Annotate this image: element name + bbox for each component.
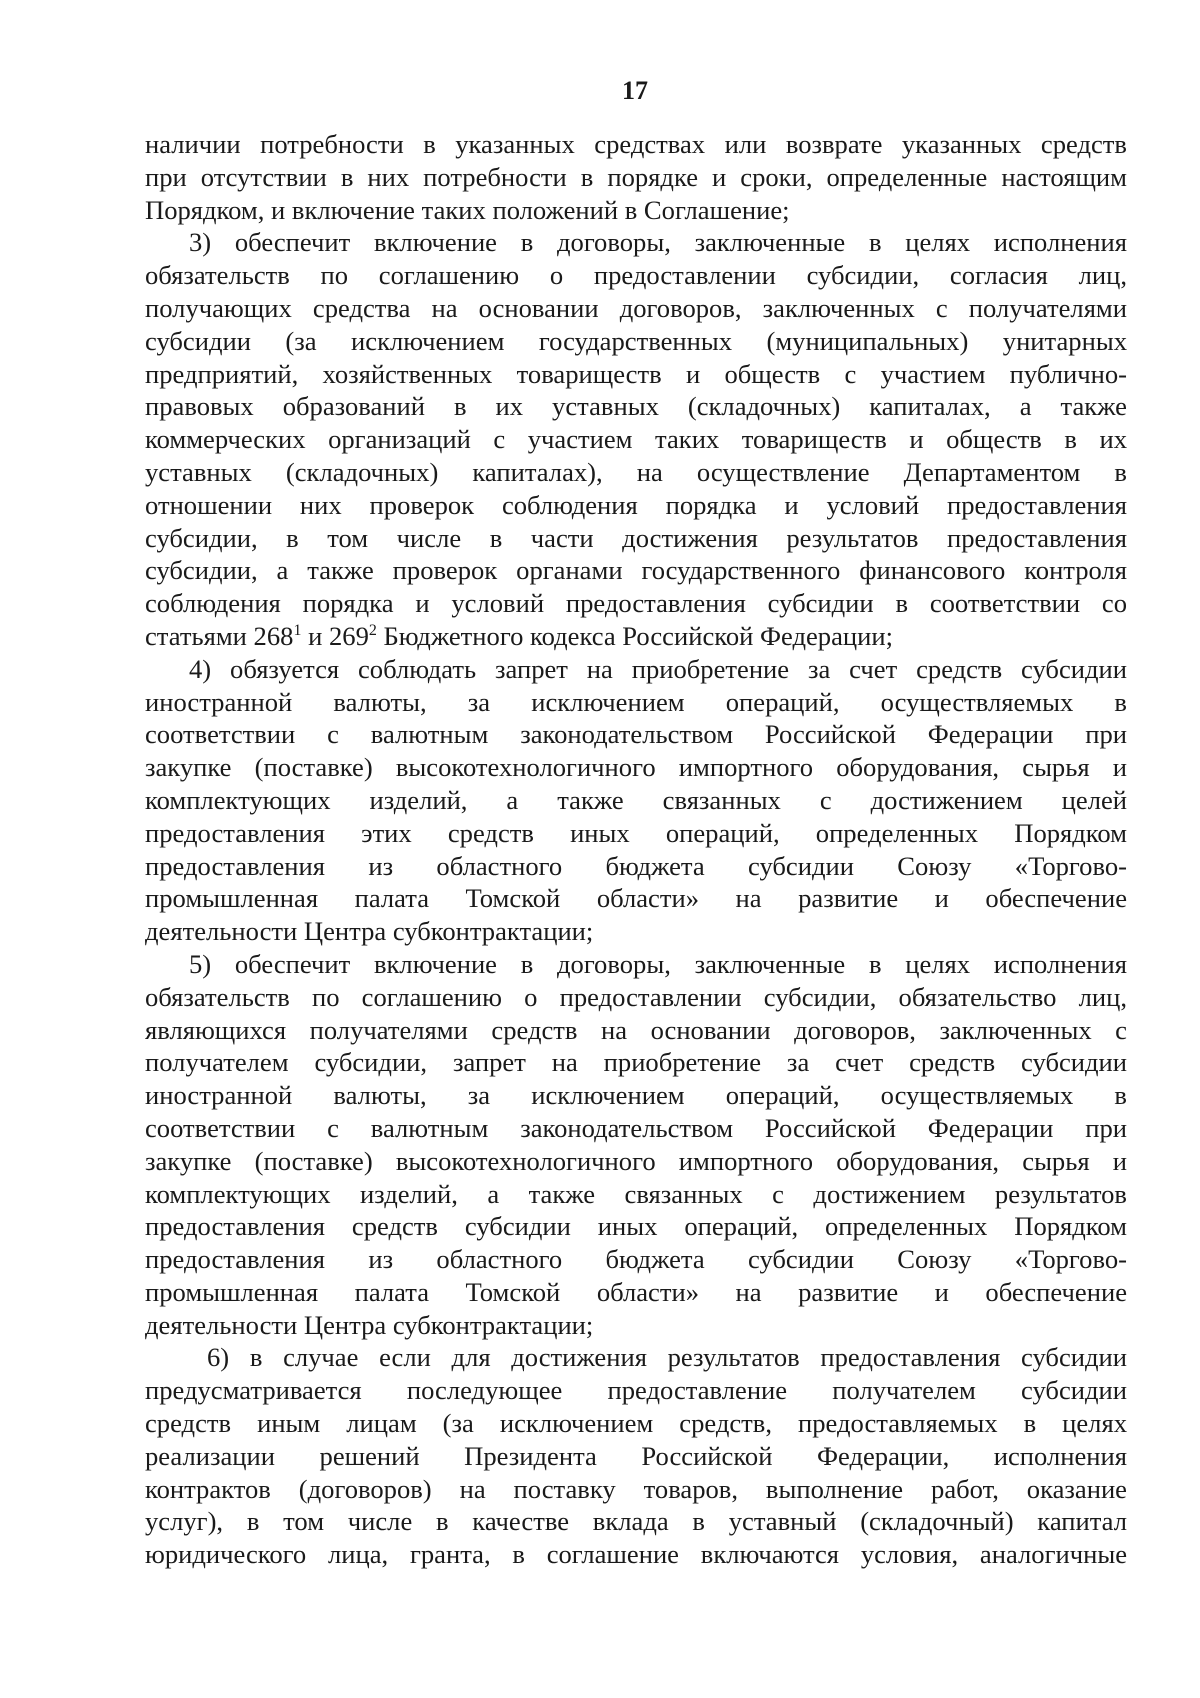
paragraph-item-6 [145, 1341, 1127, 1571]
text-line: 6) в случае если для достижения результатов предоставления субсидии [207, 1342, 1127, 1373]
text-fragment: и 269 [301, 620, 369, 651]
superscript: 2 [368, 621, 377, 639]
text-line: Порядком, и включение таких положений в Соглашение; [145, 194, 790, 225]
text-line: комплектующих изделий, а также связанных с достижением результатов [145, 1178, 1127, 1209]
text-line: юридического лица, гранта, в соглашение включаются условия, аналогичные [145, 1539, 1127, 1570]
text-line: являющихся получателями средств на основании договоров, заключенных с [145, 1014, 1127, 1045]
text-line-with-superscripts [145, 620, 1127, 653]
text-line: субсидии, в том числе в части достижения результатов предоставления [145, 522, 1127, 553]
text-line: обязательств по соглашению о предоставлении субсидии, обязательство лиц, [145, 981, 1127, 1012]
text-line: закупке (поставке) высокотехнологичного импортного оборудования, сырья и [145, 752, 1127, 783]
text-line: закупке (поставке) высокотехнологичного импортного оборудования, сырья и [145, 1145, 1127, 1176]
text-line: уставных (складочных) капиталах), на осуществление Департаментом в [145, 456, 1127, 487]
text-line: субсидии (за исключением государственных (муниципальных) унитарных [145, 325, 1127, 356]
text-line: иностранной валюты, за исключением операций, осуществляемых в [145, 1080, 1127, 1111]
text-line: получателем субсидии, запрет на приобретение за счет средств субсидии [145, 1047, 1127, 1078]
document-body [145, 128, 1127, 1571]
text-line: контрактов (договоров) на поставку товаров, выполнение работ, оказание [145, 1473, 1127, 1504]
text-line: предусматривается последующее предоставление получателем субсидии [145, 1375, 1127, 1406]
text-line: промышленная палата Томской области» на развитие и обеспечение [145, 883, 1127, 914]
text-line: предприятий, хозяйственных товариществ и обществ с участием публично- [145, 358, 1127, 389]
text-line: отношении них проверок соблюдения порядка и условий предоставления [145, 489, 1127, 520]
text-line: 5) обеспечит включение в договоры, заключенные в целях исполнения [189, 948, 1127, 979]
text-fragment: статьями 268 [145, 620, 294, 651]
text-line: деятельности Центра субконтрактации; [145, 916, 594, 947]
superscript: 1 [293, 621, 302, 639]
text-line: реализации решений Президента Российской Федерации, исполнения [145, 1440, 1127, 1471]
text-line: средств иным лицам (за исключением средств, предоставляемых в целях [145, 1408, 1127, 1439]
text-line: 4) обязуется соблюдать запрет на приобретение за счет средств субсидии [189, 653, 1127, 684]
text-line: предоставления этих средств иных операций, определенных Порядком [145, 817, 1127, 848]
text-line: услуг), в том числе в качестве вклада в уставный (складочный) капитал [145, 1506, 1127, 1537]
text-line: при отсутствии в них потребности в порядке и сроки, определенные настоящим [145, 161, 1127, 192]
text-fragment: Бюджетного кодекса Российской Федерации; [376, 620, 893, 651]
page-number: 17 [622, 76, 648, 105]
text-line: соответствии с валютным законодательством Российской Федерации при [145, 1112, 1127, 1143]
text-line: предоставления из областного бюджета субсидии Союзу «Торгово- [145, 1244, 1127, 1275]
paragraph-item-5 [145, 948, 1127, 1342]
text-line: наличии потребности в указанных средствах или возврате указанных средств [145, 129, 1127, 159]
text-line: деятельности Центра субконтрактации; [145, 1309, 594, 1340]
paragraph-item-3 [145, 226, 1127, 652]
paragraph-continuation [145, 128, 1127, 226]
text-line: иностранной валюты, за исключением операций, осуществляемых в [145, 686, 1127, 717]
text-line: промышленная палата Томской области» на развитие и обеспечение [145, 1276, 1127, 1307]
text-line: получающих средства на основании договоров, заключенных с получателями [145, 292, 1127, 323]
text-line: обязательств по соглашению о предоставлении субсидии, согласия лиц, [145, 260, 1127, 291]
text-line: предоставления из областного бюджета субсидии Союзу «Торгово- [145, 850, 1127, 881]
text-line: субсидии, а также проверок органами государственного финансового контроля [145, 555, 1127, 586]
text-line: 3) обеспечит включение в договоры, заключенные в целях исполнения [189, 227, 1127, 258]
text-line: предоставления средств субсидии иных операций, определенных Порядком [145, 1211, 1127, 1242]
text-line: комплектующих изделий, а также связанных с достижением целей [145, 784, 1127, 815]
text-line: соблюдения порядка и условий предоставления субсидии в соответствии со [145, 588, 1127, 619]
text-line: правовых образований в их уставных (складочных) капиталах, а также [145, 391, 1127, 422]
text-line: коммерческих организаций с участием таких товариществ и обществ в их [145, 424, 1127, 455]
text-line: соответствии с валютным законодательством Российской Федерации при [145, 719, 1127, 750]
paragraph-item-4 [145, 653, 1127, 948]
